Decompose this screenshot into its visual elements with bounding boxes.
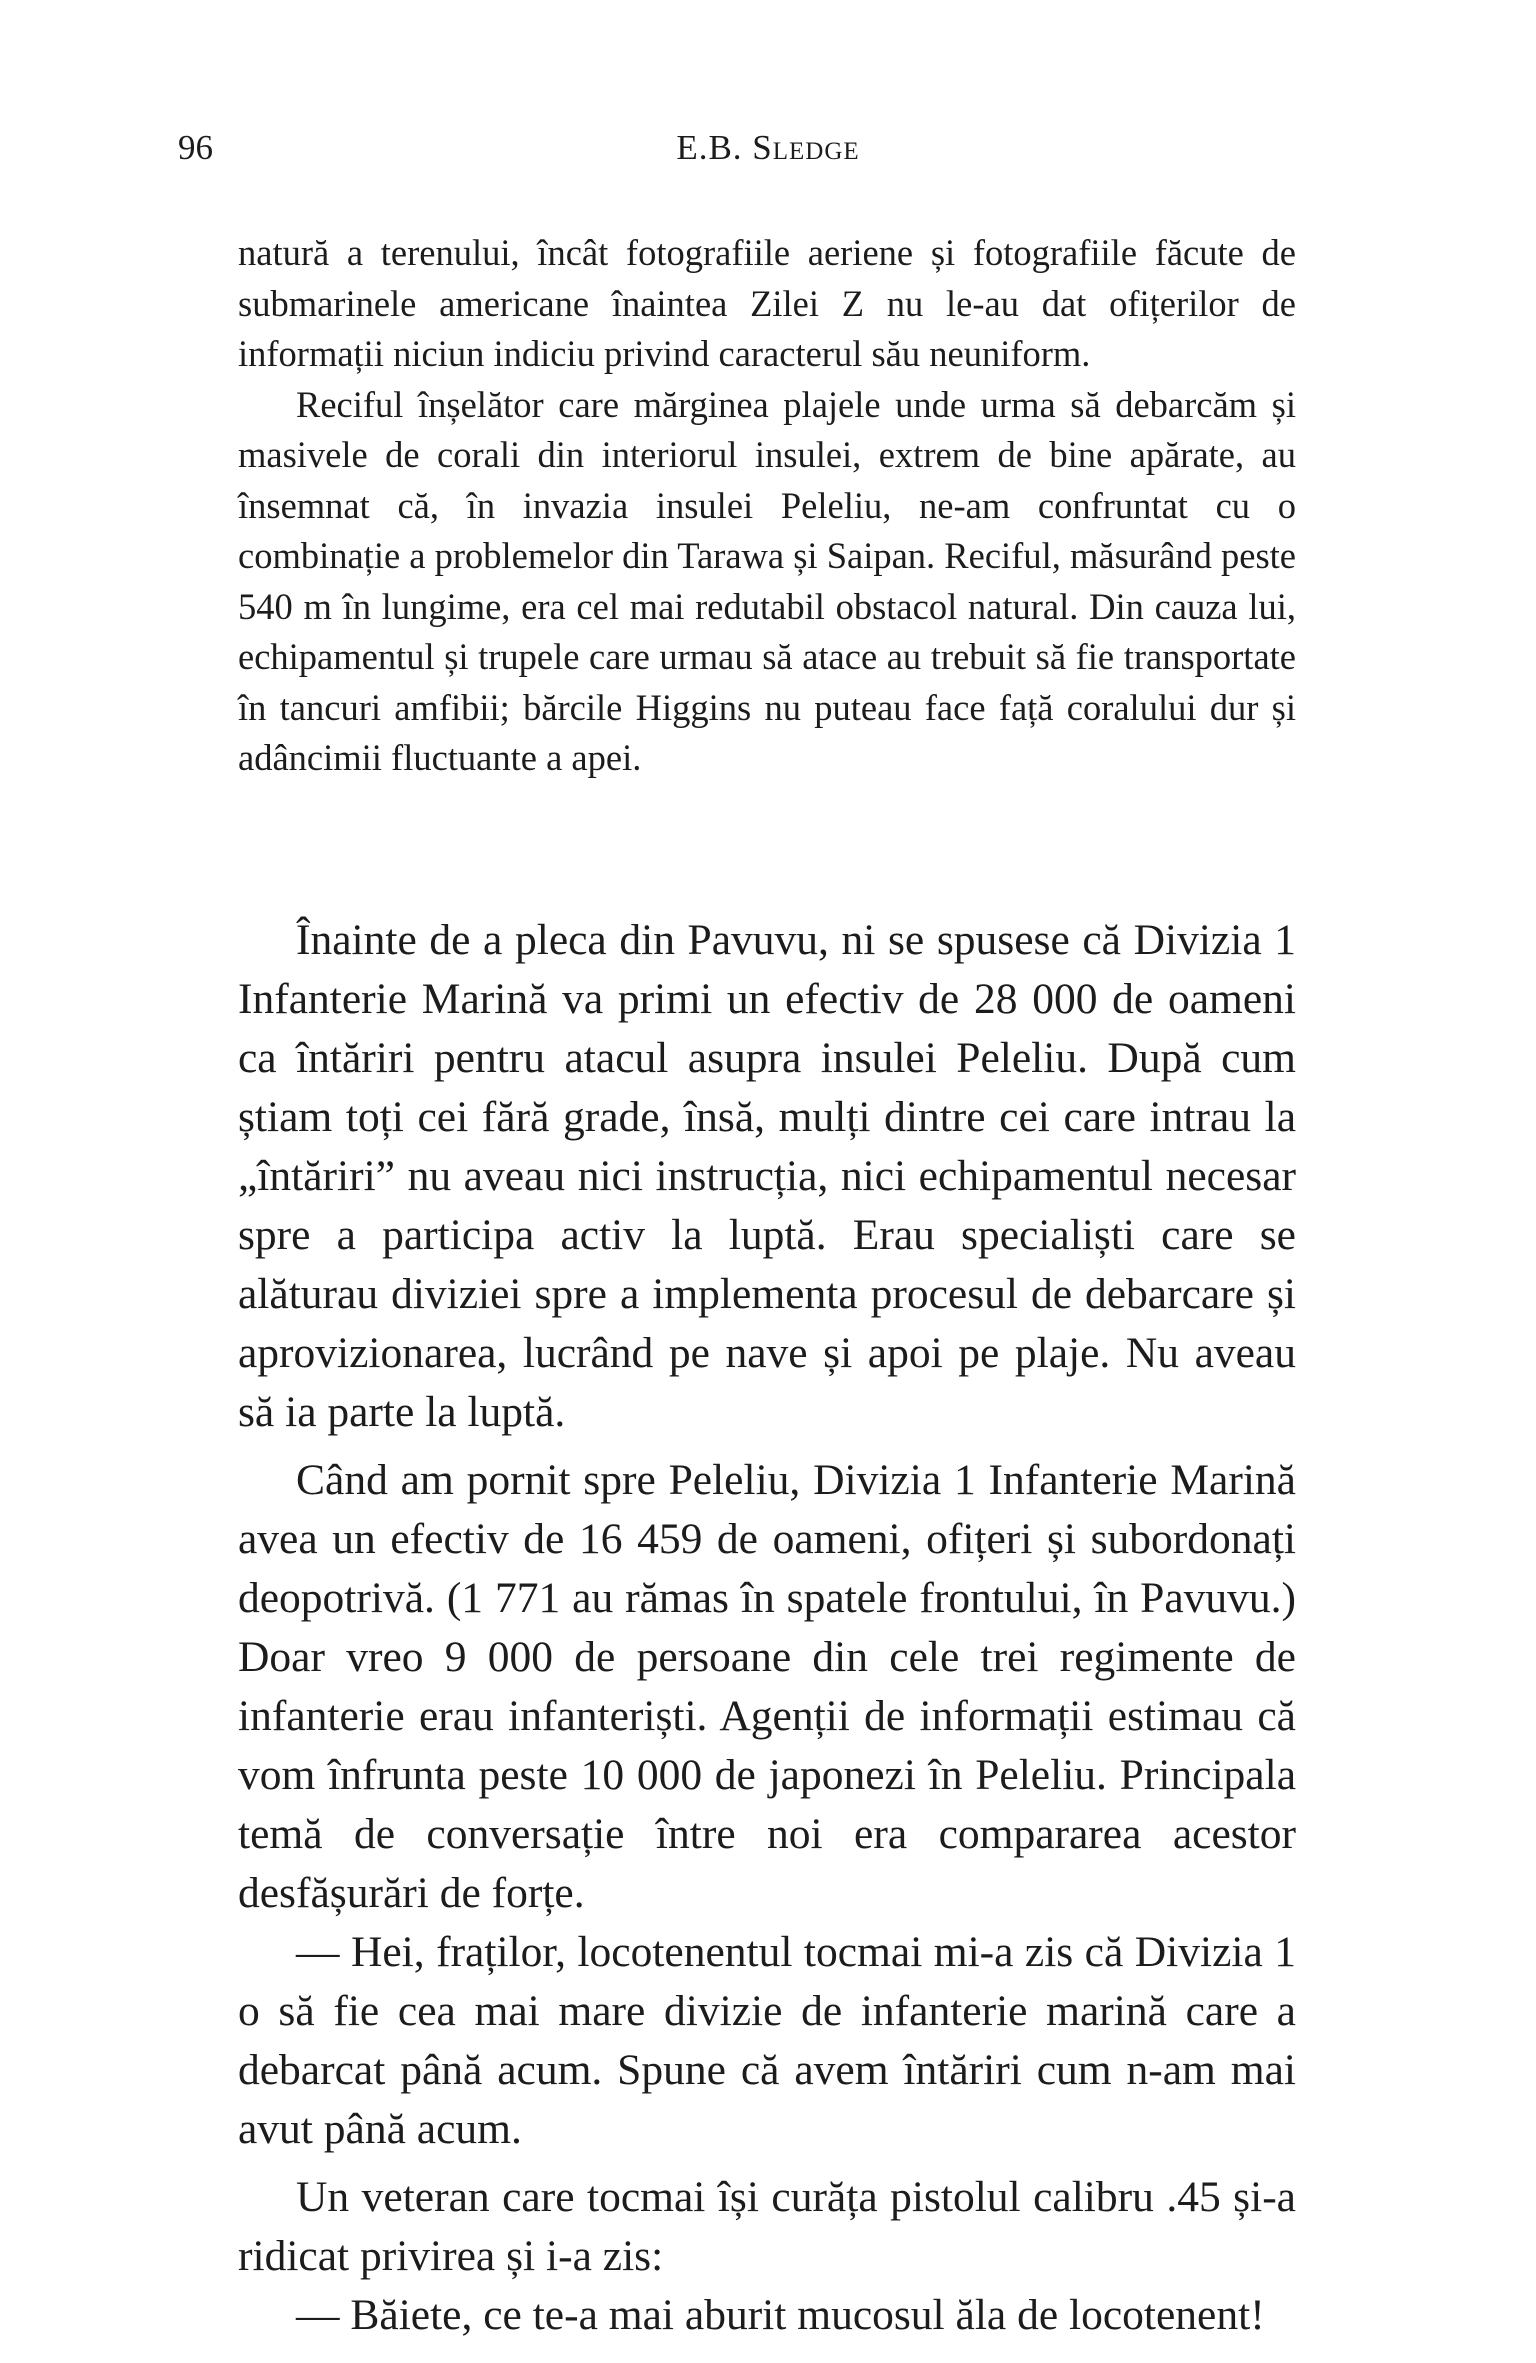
quote-paragraph-1: natură a terenului, încât fotografiile aeriene și fotografiile făcute de submarinele americane înaintea Zilei Z nu le-au dat ofițerilor de informații niciun indiciu privind caracterul său neuniform. <box>238 232 1296 374</box>
page-number: 96 <box>178 128 213 167</box>
quote-paragraph-2: Reciful înșelător care mărginea plajele unde urma să debarcăm și masivele de corali din interiorul insulei, extrem de bine apărate, au însemnat că, în invazia insulei Peleliu, ne-am confruntat cu o combinație a problemelor din Tarawa și Saipan. Reciful, măsurând peste 540 m în lungime, era cel mai redutabil obstacol natural. Din cauza lui, echipamentul și trupele care urmau să atace au trebuit să fie transportate în tancuri amfibii; bărcile Higgins nu puteau face față coralului dur și adâncimii fluctuante a apei. <box>238 383 1296 778</box>
body-paragraph-5: — Băiete, ce te-a mai aburit mucosul ăla de locotenent! <box>296 2291 1265 2339</box>
body-paragraph-2: Când am pornit spre Peleliu, Divizia 1 Infanterie Marină avea un efectiv de 16 459 de oameni, ofițeri și subordonați deopotrivă. (1 771 au rămas în spatele frontului, în Pavuvu.) Doar vreo 9 000 de persoane din cele trei regimente de infanterie erau infanteriști. Agenții de informații estimau că vom înfrunta peste 10 000 de japonezi în Peleliu. Principala temă de conversație între noi era compararea acestor desfășurări de forțe. <box>238 1456 1296 1917</box>
main-text <box>238 911 1296 2345</box>
quoted-passage <box>238 228 1296 784</box>
body-paragraph-4: Un veteran care tocmai își curăța pistolul calibru .45 și-a ridicat privirea și i-a zis: <box>238 2173 1296 2280</box>
running-head-text: E.B. Sledge <box>676 128 860 167</box>
body-paragraph-1: Înainte de a pleca din Pavuvu, ni se spusese că Divizia 1 Infanterie Marină va primi un efectiv de 28 000 de oameni ca întăriri pentru atacul asupra insulei Peleliu. După cum știam toți cei fără grade, însă, mulți dintre cei care intrau la „întăriri” nu aveau nici instrucția, nici echipamentul necesar spre a participa activ la luptă. Erau specialiști care se alăturau diviziei spre a implementa procesul de debarcare și aprovizionarea, lucrând pe nave și apoi pe plaje. Nu aveau să ia parte la luptă. <box>238 916 1296 1436</box>
running-head <box>0 128 1536 168</box>
body-paragraph-3: — Hei, fraților, locotenentul tocmai mi-a zis că Divizia 1 o să fie cea mai mare divizie de infanterie marină care a debarcat până acum. Spune că avem întăriri cum n-am mai avut până acum. <box>238 1928 1296 2153</box>
